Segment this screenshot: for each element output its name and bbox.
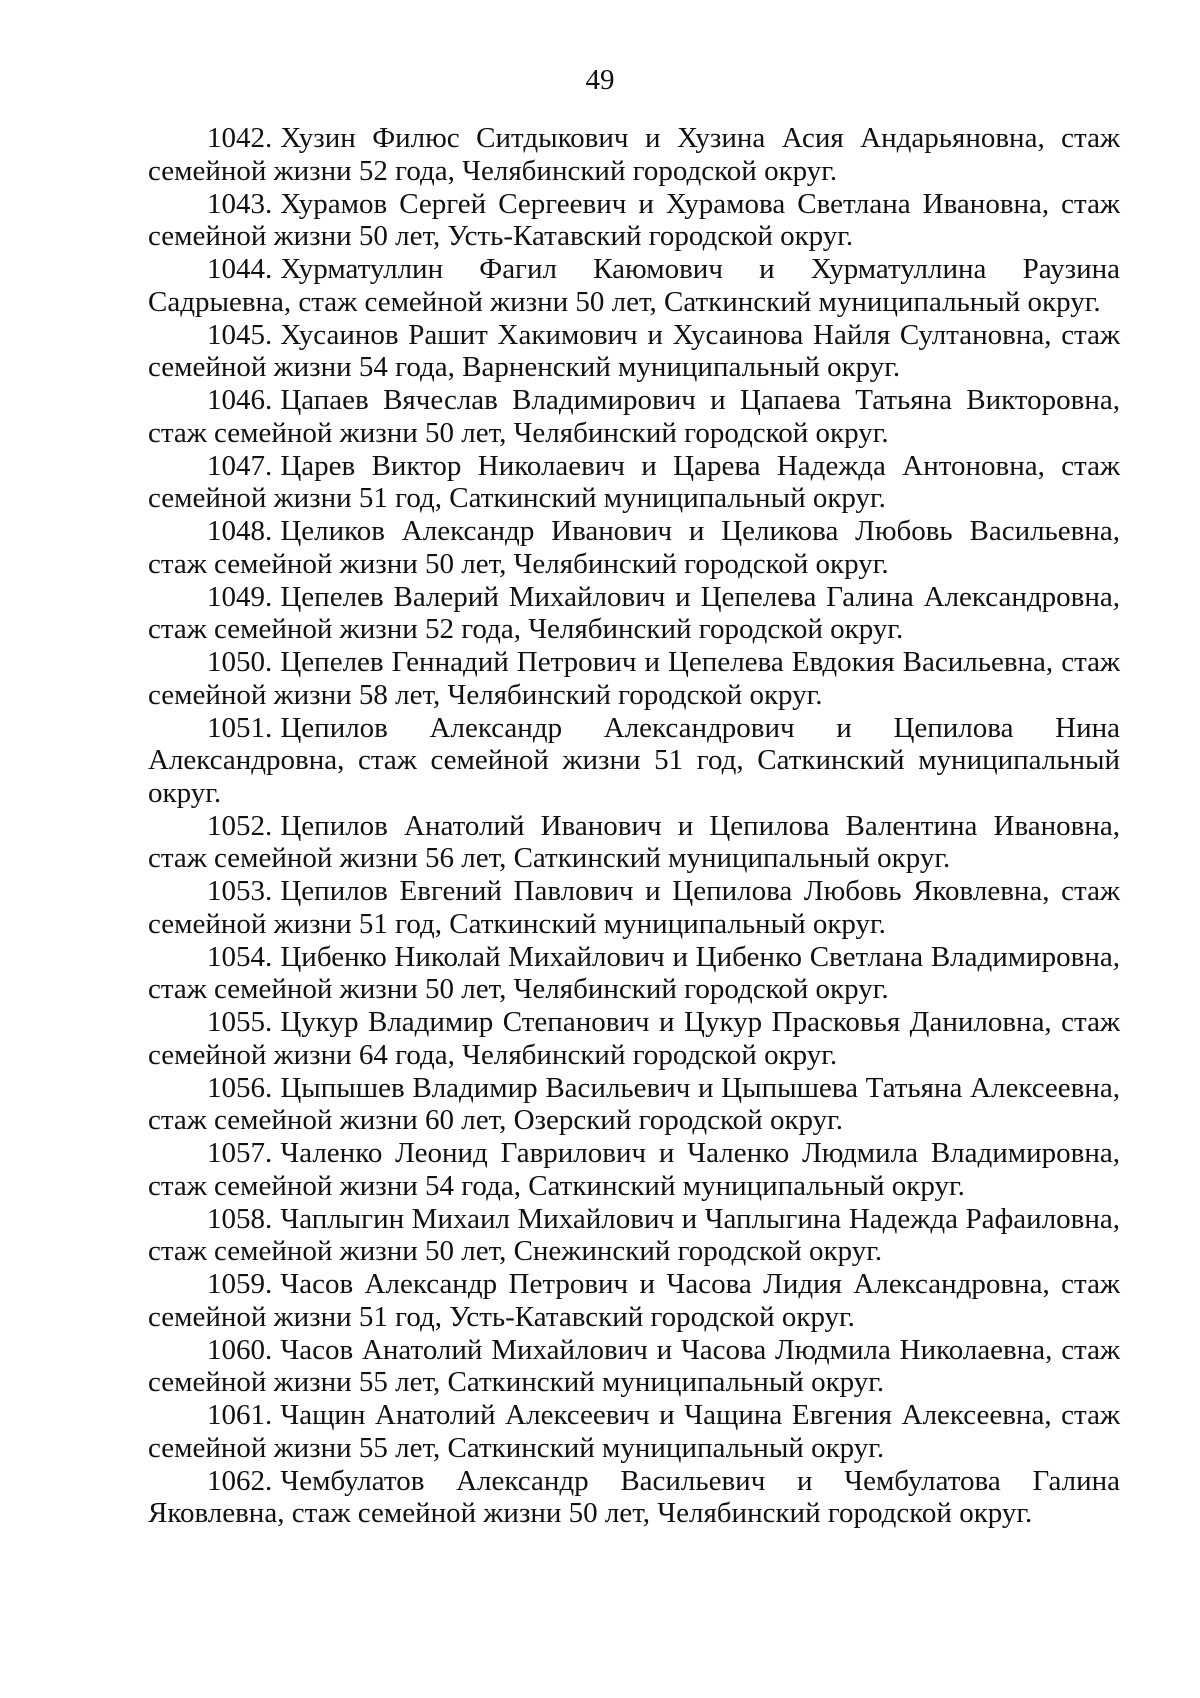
entry-number: 1050. bbox=[207, 646, 273, 678]
entry-number: 1055. bbox=[207, 1006, 273, 1038]
entry-text: Цепилов Анатолий Иванович и Цепилова Валентина Ивановна, стаж семейной жизни 56 лет, Саткинский муниципальный округ. bbox=[148, 809, 1120, 874]
entry-number: 1053. bbox=[207, 875, 273, 907]
entry-text: Цибенко Николай Михайлович и Цибенко Светлана Владимировна, стаж семейной жизни 50 лет, Челябинский городской округ. bbox=[148, 940, 1120, 1005]
entry-number: 1052. bbox=[207, 809, 273, 842]
list-item bbox=[148, 319, 1120, 384]
entry-text: Чащин Анатолий Алексеевич и Чащина Евгения Алексеевна, стаж семейной жизни 55 лет, Саткинский муниципальный округ. bbox=[148, 1399, 1120, 1464]
list-item bbox=[148, 1203, 1120, 1268]
entry-number: 1047. bbox=[207, 449, 273, 482]
entry-text: Цапаев Вячеслав Владимирович и Цапаева Татьяна Викторовна, стаж семейной жизни 50 лет, Челябинский городской округ. bbox=[148, 384, 1120, 449]
list-item bbox=[148, 515, 1120, 580]
entry-text: Хурматуллин Фагил Каюмович и Хурматуллина Раузина Садрыевна, стаж семейной жизни 50 лет, Саткинский муниципальный округ. bbox=[148, 253, 1120, 318]
entry-number: 1054. bbox=[207, 940, 273, 973]
entry-number: 1059. bbox=[207, 1268, 273, 1300]
entry-number: 1061. bbox=[207, 1399, 273, 1431]
entry-number: 1043. bbox=[207, 187, 273, 220]
entry-text: Цыпышев Владимир Васильевич и Цыпышева Татьяна Алексеевна, стаж семейной жизни 60 лет, Озерский городской округ. bbox=[148, 1071, 1120, 1136]
list-item bbox=[148, 1006, 1120, 1071]
entry-text: Цепилов Евгений Павлович и Цепилова Любовь Яковлевна, стаж семейной жизни 51 год, Саткинский муниципальный округ. bbox=[148, 875, 1120, 940]
list-item bbox=[148, 646, 1120, 711]
entry-number: 1049. bbox=[207, 580, 273, 613]
list-item bbox=[148, 941, 1120, 1006]
entry-number: 1048. bbox=[207, 515, 273, 547]
entry-text: Чаленко Леонид Гаврилович и Чаленко Людмила Владимировна, стаж семейной жизни 54 года, Саткинский муниципальный округ. bbox=[148, 1137, 1120, 1202]
entry-text: Цепелев Геннадий Петрович и Цепелева Евдокия Васильевна, стаж семейной жизни 58 лет, Челябинский городской округ. bbox=[148, 646, 1120, 711]
entry-text: Царев Виктор Николаевич и Царева Надежда Антоновна, стаж семейной жизни 51 год, Саткинский муниципальный округ. bbox=[148, 449, 1120, 514]
list-item bbox=[148, 384, 1120, 449]
entry-text: Целиков Александр Иванович и Целикова Любовь Васильевна, стаж семейной жизни 50 лет, Челябинский городской округ. bbox=[148, 515, 1120, 580]
list-item bbox=[148, 810, 1120, 875]
list-item bbox=[148, 1072, 1120, 1137]
list-item bbox=[148, 1334, 1120, 1399]
entry-text: Часов Александр Петрович и Часова Лидия Александровна, стаж семейной жизни 51 год, Усть-Катавский городской округ. bbox=[148, 1268, 1120, 1333]
list-item bbox=[148, 122, 1120, 187]
list-item bbox=[148, 1137, 1120, 1202]
page-number: 49 bbox=[585, 64, 615, 96]
list-item bbox=[148, 712, 1120, 810]
list-item bbox=[148, 188, 1120, 253]
entry-number: 1051. bbox=[207, 711, 273, 744]
entry-text: Цепилов Александр Александрович и Цепилова Нина Александровна, стаж семейной жизни 51 год, Саткинский муниципальный округ. bbox=[148, 711, 1120, 809]
entry-text: Чембулатов Александр Васильевич и Чембулатова Галина Яковлевна, стаж семейной жизни 50 лет, Челябинский городской округ. bbox=[148, 1464, 1120, 1529]
list-item bbox=[148, 253, 1120, 318]
entry-number: 1044. bbox=[207, 253, 273, 285]
list-item bbox=[148, 1399, 1120, 1464]
entry-number: 1046. bbox=[207, 384, 273, 416]
entry-text: Хузин Филюс Ситдыкович и Хузина Асия Андарьяновна, стаж семейной жизни 52 года, Челябинский городской округ. bbox=[148, 122, 1120, 187]
entry-number: 1062. bbox=[207, 1464, 273, 1497]
entry-text: Цукур Владимир Степанович и Цукур Прасковья Даниловна, стаж семейной жизни 64 года, Челябинский городской округ. bbox=[148, 1006, 1120, 1071]
entry-text: Хурамов Сергей Сергеевич и Хурамова Светлана Ивановна, стаж семейной жизни 50 лет, Усть-Катавский городской округ. bbox=[148, 187, 1120, 252]
entry-text: Хусаинов Рашит Хакимович и Хусаинова Найля Султановна, стаж семейной жизни 54 года, Варненский муниципальный округ. bbox=[148, 318, 1120, 383]
entry-text: Цепелев Валерий Михайлович и Цепелева Галина Александровна, стаж семейной жизни 52 года, Челябинский городской округ. bbox=[148, 580, 1120, 645]
entry-number: 1056. bbox=[207, 1071, 273, 1104]
list-item bbox=[148, 875, 1120, 940]
entry-number: 1058. bbox=[207, 1202, 273, 1235]
entry-number: 1060. bbox=[207, 1333, 273, 1366]
entry-text: Часов Анатолий Михайлович и Часова Людмила Николаевна, стаж семейной жизни 55 лет, Саткинский муниципальный округ. bbox=[148, 1333, 1120, 1398]
list-item bbox=[148, 1465, 1120, 1530]
list-item bbox=[148, 450, 1120, 515]
entry-number: 1042. bbox=[207, 122, 273, 154]
entry-text: Чаплыгин Михаил Михайлович и Чаплыгина Надежда Рафаиловна, стаж семейной жизни 50 лет, Снежинский городской округ. bbox=[148, 1202, 1120, 1267]
entry-number: 1045. bbox=[207, 318, 273, 351]
entry-list bbox=[148, 122, 1120, 1530]
list-item bbox=[148, 1268, 1120, 1333]
list-item bbox=[148, 581, 1120, 646]
entry-number: 1057. bbox=[207, 1137, 273, 1169]
